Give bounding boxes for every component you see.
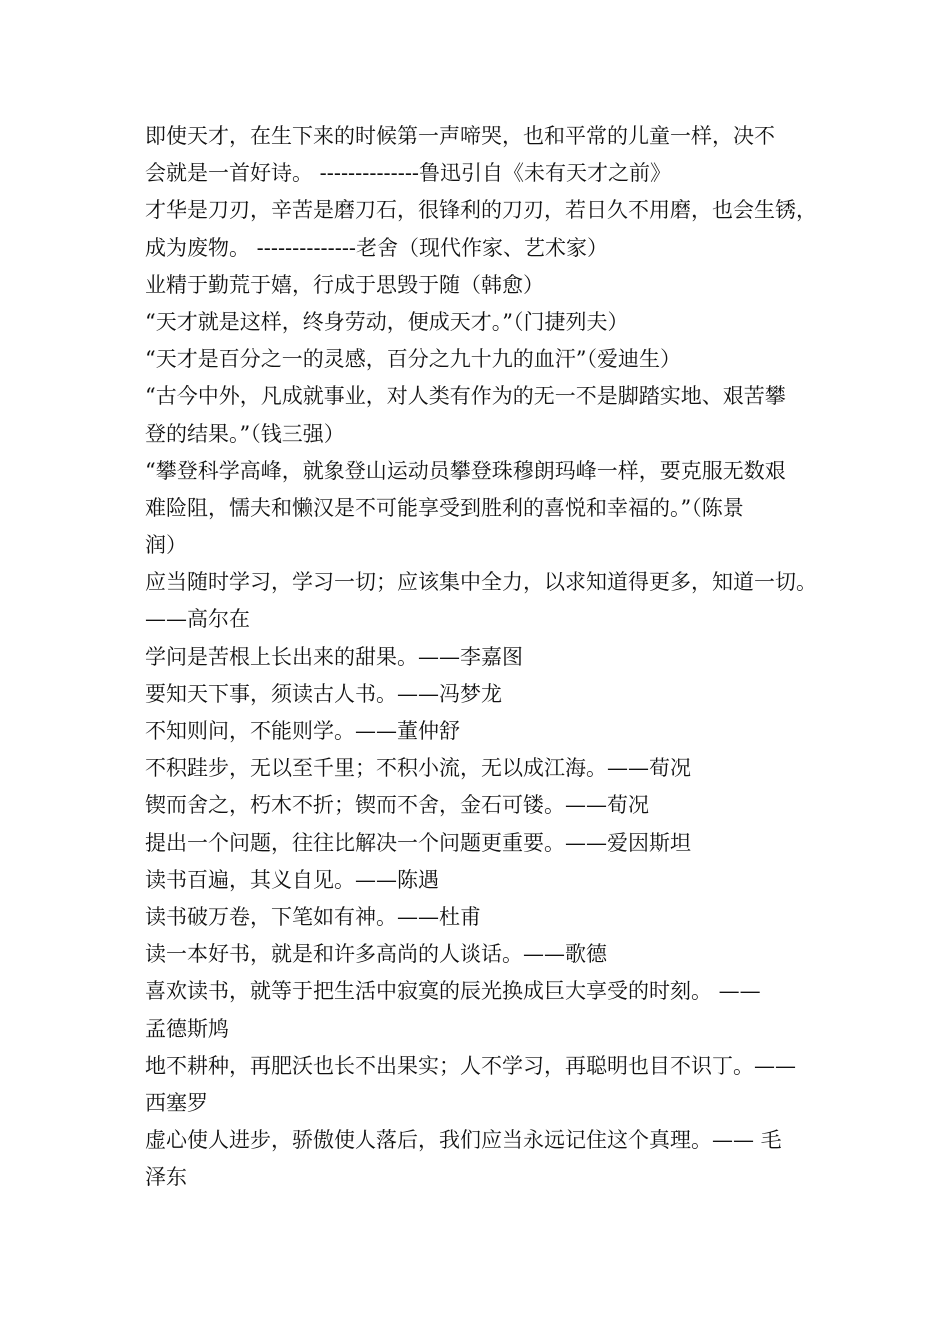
- text-line: 才华是刀刃，辛苦是磨刀石，很锋利的刀刃，若日久不用磨，也会生锈，: [145, 198, 817, 223]
- text-line: 锲而舍之，朽木不折；锲而不舍，金石可镂。——荀况: [145, 793, 649, 818]
- text-line: 读书破万卷，下笔如有神。——杜甫: [145, 904, 481, 929]
- text-line: “天才是百分之一的灵感，百分之九十九的血汗”（爱迪生）: [145, 347, 681, 372]
- text-line: “古今中外，凡成就事业，对人类有作为的无一不是脚踏实地、艰苦攀: [145, 384, 786, 409]
- text-line: 提出一个问题，往往比解决一个问题更重要。——爱因斯坦: [145, 830, 691, 855]
- text-line: 喜欢读书，就等于把生活中寂寞的辰光换成巨大享受的时刻。 ——: [145, 979, 761, 1004]
- text-line: 会就是一首好诗。 --------------鲁迅引自《未有天才之前》: [145, 161, 672, 186]
- text-line: 应当随时学习，学习一切；应该集中全力，以求知道得更多，知道一切。: [145, 570, 817, 595]
- text-line: 不知则问，不能则学。——董仲舒: [145, 719, 460, 743]
- text-line: 读书百遍，其义自见。——陈遇: [145, 867, 439, 892]
- text-line: 润）: [145, 533, 187, 558]
- text-line: 虚心使人进步，骄傲使人落后，我们应当永远记住这个真理。—— 毛: [145, 1128, 782, 1153]
- text-line: 读一本好书，就是和许多高尚的人谈话。——歌德: [145, 942, 607, 967]
- text-line: 泽东: [145, 1165, 187, 1190]
- text-line: 不积跬步，无以至千里；不积小流，无以成江海。——荀况: [145, 756, 691, 781]
- text-line: 要知天下事，须读古人书。——冯梦龙: [145, 681, 502, 706]
- text-line: 西塞罗: [145, 1090, 208, 1115]
- text-line: “攀登科学高峰，就象登山运动员攀登珠穆朗玛峰一样，要克服无数艰: [145, 458, 786, 483]
- text-line: 难险阻，懦夫和懒汉是不可能享受到胜利的喜悦和幸福的。”（陈景: [145, 495, 744, 520]
- text-line: 学问是苦根上长出来的甜果。——李嘉图: [145, 644, 523, 669]
- text-line: 地不耕种，再肥沃也长不出果实；人不学习，再聪明也目不识丁。——: [145, 1053, 796, 1078]
- text-line: ——高尔在: [145, 607, 250, 632]
- text-line: 业精于勤荒于嬉，行成于思毁于随（韩愈）: [145, 272, 544, 297]
- text-line: 成为废物。 --------------老舍（现代作家、艺术家）: [145, 235, 609, 260]
- document-page: [145, 118, 825, 1196]
- text-line: 孟德斯鸠: [145, 1016, 229, 1041]
- text-line: 即使天才，在生下来的时候第一声啼哭，也和平常的儿童一样，决不: [145, 124, 775, 148]
- text-line: 登的结果。”（钱三强）: [145, 421, 345, 446]
- text-line: “天才就是这样，终身劳动，便成天才。”（门捷列夫）: [145, 309, 629, 334]
